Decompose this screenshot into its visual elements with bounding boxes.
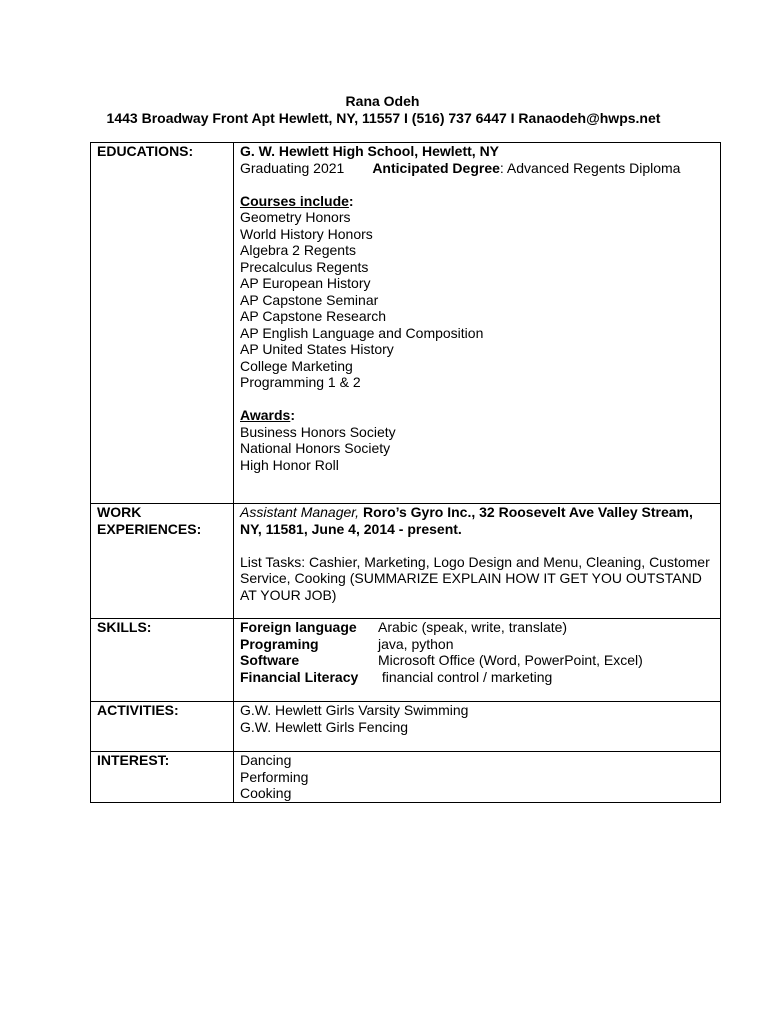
skill-value: Microsoft Office (Word, PowerPoint, Excel): [378, 652, 643, 668]
job-line: [240, 504, 714, 537]
applicant-name: Rana Odeh: [345, 93, 420, 109]
award-item: National Honors Society: [240, 440, 391, 456]
award-item: Business Honors Society: [240, 423, 396, 440]
interest-item: Cooking: [240, 785, 292, 801]
skill-item: [240, 636, 714, 653]
work-label-line2: EXPERIENCES:: [97, 520, 202, 537]
award-item: High Honor Roll: [240, 456, 339, 473]
interest-content: [234, 752, 721, 803]
education-label: EDUCATIONS:: [91, 143, 234, 504]
education-content: [234, 143, 721, 504]
course-item: Programming 1 & 2: [240, 374, 361, 390]
activities-row: [91, 702, 721, 752]
course-item: College Marketing: [240, 357, 353, 374]
interest-row: [91, 752, 721, 803]
activities-content: [234, 702, 721, 752]
course-item: Algebra 2 Regents: [240, 242, 356, 258]
education-row: [91, 143, 721, 504]
skill-key: Programing: [240, 635, 319, 652]
skill-item: [240, 652, 714, 669]
course-item: AP Capstone Seminar: [240, 291, 379, 308]
activities-label: ACTIVITIES:: [91, 702, 234, 752]
interest-label: INTEREST:: [91, 752, 234, 803]
work-row: [91, 504, 721, 619]
course-item: AP English Language and Composition: [240, 324, 484, 341]
course-item: AP United States History: [240, 341, 394, 357]
resume-header: [0, 93, 768, 126]
resume-table: [90, 142, 721, 803]
work-label: [91, 504, 234, 619]
skill-value: java, python: [378, 635, 454, 652]
course-item: AP Capstone Research: [240, 308, 387, 324]
job-employer: Roro’s Gyro Inc., 32 Roosevelt Ave Valley Stream, NY, 11581, June 4, 2014 - present.: [240, 504, 693, 537]
contact-line: 1443 Broadway Front Apt Hewlett, NY, 11557 I (516) 737 6447 I Ranaodeh@hwps.net: [106, 109, 661, 126]
skill-item: [240, 619, 714, 636]
job-title: Assistant Manager,: [240, 504, 360, 520]
work-content: [234, 504, 721, 619]
course-item: Precalculus Regents: [240, 258, 369, 275]
skill-value: Arabic (speak, write, translate): [378, 619, 568, 635]
courses-heading-line: Courses include:: [240, 192, 354, 209]
degree-label: Anticipated Degree: [372, 159, 500, 176]
skills-row: [91, 619, 721, 702]
skill-key: Financial Literacy: [240, 668, 359, 685]
graduating-year: Graduating 2021: [240, 159, 345, 176]
skill-key: Software: [240, 652, 300, 668]
degree-value: : Advanced Regents Diploma: [499, 159, 681, 176]
interest-item: Dancing: [240, 752, 292, 768]
interest-item: Performing: [240, 768, 309, 785]
activity-item: G.W. Hewlett Girls Varsity Swimming: [240, 702, 469, 718]
course-item: Geometry Honors: [240, 209, 351, 225]
school-name: G. W. Hewlett High School, Hewlett, NY: [240, 143, 500, 159]
skill-value: financial control / marketing: [378, 668, 553, 685]
course-item: AP European History: [240, 275, 371, 291]
course-item: World History Honors: [240, 225, 373, 242]
job-tasks: List Tasks: Cashier, Marketing, Logo Design and Menu, Cleaning, Customer Service, Cooking (SUMMARIZE EXPLAIN HOW IT GET YOU OUTSTAND AT YOUR JOB): [240, 553, 710, 603]
awards-heading: Awards: [240, 407, 291, 423]
work-label-line1: WORK: [97, 504, 142, 520]
awards-heading-line: Awards:: [240, 407, 295, 423]
graduation-line: [240, 160, 714, 177]
skills-content: [234, 619, 721, 702]
skills-label: SKILLS:: [91, 619, 234, 702]
skill-item: [240, 669, 714, 686]
activity-item: G.W. Hewlett Girls Fencing: [240, 718, 409, 735]
courses-heading: Courses include: [240, 192, 349, 209]
skill-key: Foreign language: [240, 619, 357, 635]
